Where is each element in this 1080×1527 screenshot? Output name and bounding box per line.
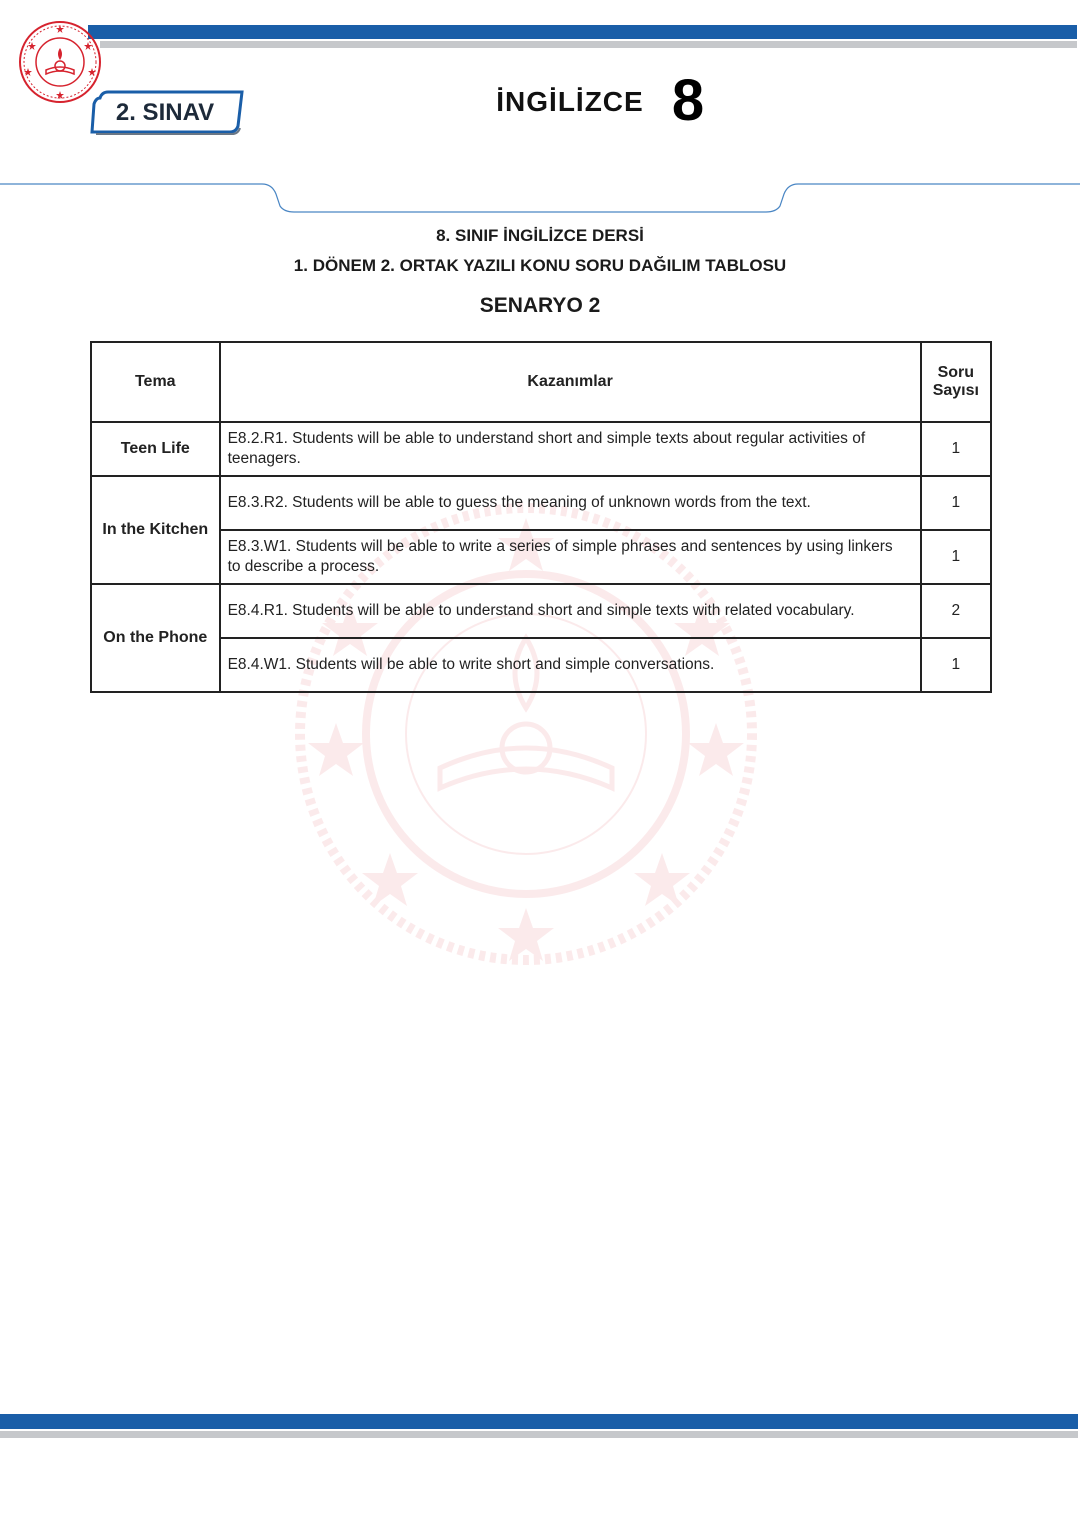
count-cell: 2 — [921, 584, 991, 638]
header-theme: Tema — [91, 342, 220, 422]
goal-cell: E8.3.W1. Students will be able to write a series of simple phrases and sentences by using linkers to describe a process. — [220, 530, 921, 584]
scenario-title: SENARYO 2 — [479, 294, 601, 317]
table-header-row — [91, 342, 991, 422]
header-count — [921, 342, 991, 422]
bottom-gray-bar — [0, 1431, 1078, 1438]
exam-number-label: 2. SINAV — [115, 99, 215, 126]
goal-cell: E8.2.R1. Students will be able to understand short and simple texts about regular activities of teenagers. — [220, 422, 921, 476]
bottom-blue-bar — [0, 1414, 1078, 1429]
table-row — [91, 476, 991, 530]
theme-cell: Teen Life — [91, 422, 220, 476]
top-blue-bar — [88, 25, 1077, 39]
table-row — [91, 584, 991, 638]
table-row — [91, 422, 991, 476]
theme-cell: On the Phone — [91, 584, 220, 692]
goal-cell: E8.4.W1. Students will be able to write short and simple conversations. — [220, 638, 921, 692]
table-row — [91, 638, 991, 692]
subject-title: İNGİLİZCE — [496, 86, 644, 117]
topic-distribution-table — [90, 341, 992, 693]
table-row — [91, 530, 991, 584]
header-divider — [0, 178, 1080, 218]
count-cell: 1 — [921, 530, 991, 584]
header-goals: Kazanımlar — [220, 342, 921, 422]
header-count-label: Soru Sayısı — [932, 364, 979, 399]
count-cell: 1 — [921, 638, 991, 692]
top-gray-bar — [100, 41, 1077, 48]
count-cell: 1 — [921, 476, 991, 530]
goal-cell: E8.4.R1. Students will be able to understand short and simple texts with related vocabulary. — [220, 584, 921, 638]
theme-cell: In the Kitchen — [91, 476, 220, 584]
goal-cell: E8.3.R2. Students will be able to guess the meaning of unknown words from the text. — [220, 476, 921, 530]
count-cell: 1 — [921, 422, 991, 476]
document-subtitle: 1. DÖNEM 2. ORTAK YAZILI KONU SORU DAĞILIM TABLOSU — [293, 256, 787, 275]
document-title: 8. SINIF İNGİLİZCE DERSİ — [436, 226, 644, 245]
grade-number: 8 — [671, 68, 705, 133]
